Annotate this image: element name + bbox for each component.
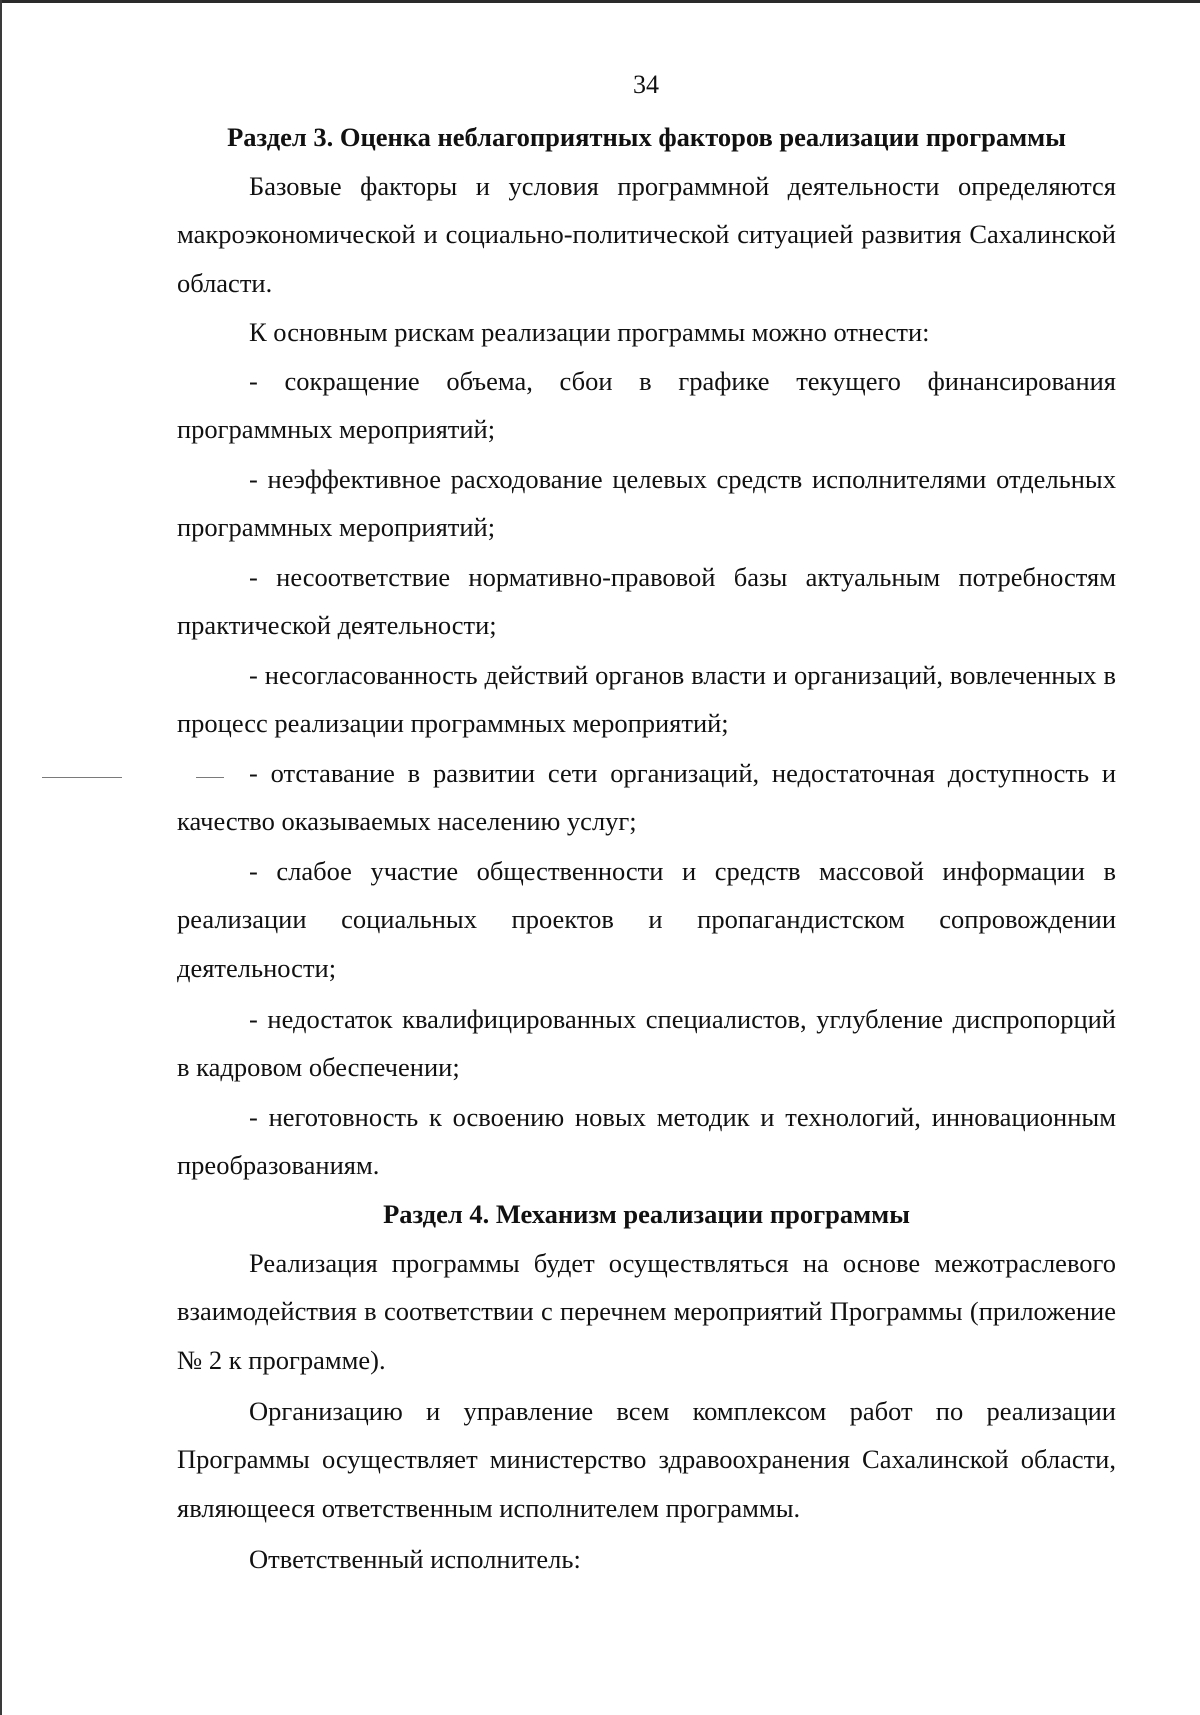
list-item: - неэффективное расходование целевых средств исполнителями отдельных программных мероприятий; [177, 464, 1116, 543]
list-item: - неготовность к освоению новых методик и технологий, инновационным преобразованиям. [177, 1102, 1116, 1181]
paragraph: Ответственный исполнитель: [249, 1544, 581, 1574]
list-item: - сокращение объема, сбои в графике текущего финансирования программных мероприятий; [177, 366, 1116, 445]
section-3-heading: Раздел 3. Оценка неблагоприятных факторов реализации программы [227, 122, 1066, 152]
paragraph: Организацию и управление всем комплексом работ по реализации Программы осуществляет министерство здравоохранения Сахалинской области, являющееся ответственным исполнителем программы. [177, 1396, 1116, 1523]
paragraph: Реализация программы будет осуществляться на основе межотраслевого взаимодействия в соответствии с перечнем мероприятий Программы (приложение № 2 к программе). [177, 1248, 1116, 1375]
list-item: - несоответствие нормативно-правовой базы актуальным потребностям практической деятельности; [177, 562, 1116, 641]
section-4-heading: Раздел 4. Механизм реализации программы [383, 1199, 910, 1229]
list-item: - отставание в развитии сети организаций, недостаточная доступность и качество оказываемых населению услуг; [177, 758, 1116, 837]
paragraph: К основным рискам реализации программы можно отнести: [249, 317, 930, 347]
list-item: - слабое участие общественности и средств массовой информации в реализации социальных проектов и пропагандистском сопровождении деятельности; [177, 856, 1116, 983]
scan-top-edge [0, 0, 1200, 3]
scan-artifact [42, 777, 122, 778]
list-item: - недостаток квалифицированных специалистов, углубление диспропорций в кадровом обеспечении; [177, 1004, 1116, 1083]
list-item: - несогласованность действий органов власти и организаций, вовлеченных в процесс реализации программных мероприятий; [177, 660, 1116, 739]
paragraph: Базовые факторы и условия программной деятельности определяются макроэкономической и социально-политической ситуацией развития Сахалинской области. [177, 171, 1116, 298]
page-number: 34 [633, 70, 659, 99]
scan-left-edge [0, 0, 2, 1715]
